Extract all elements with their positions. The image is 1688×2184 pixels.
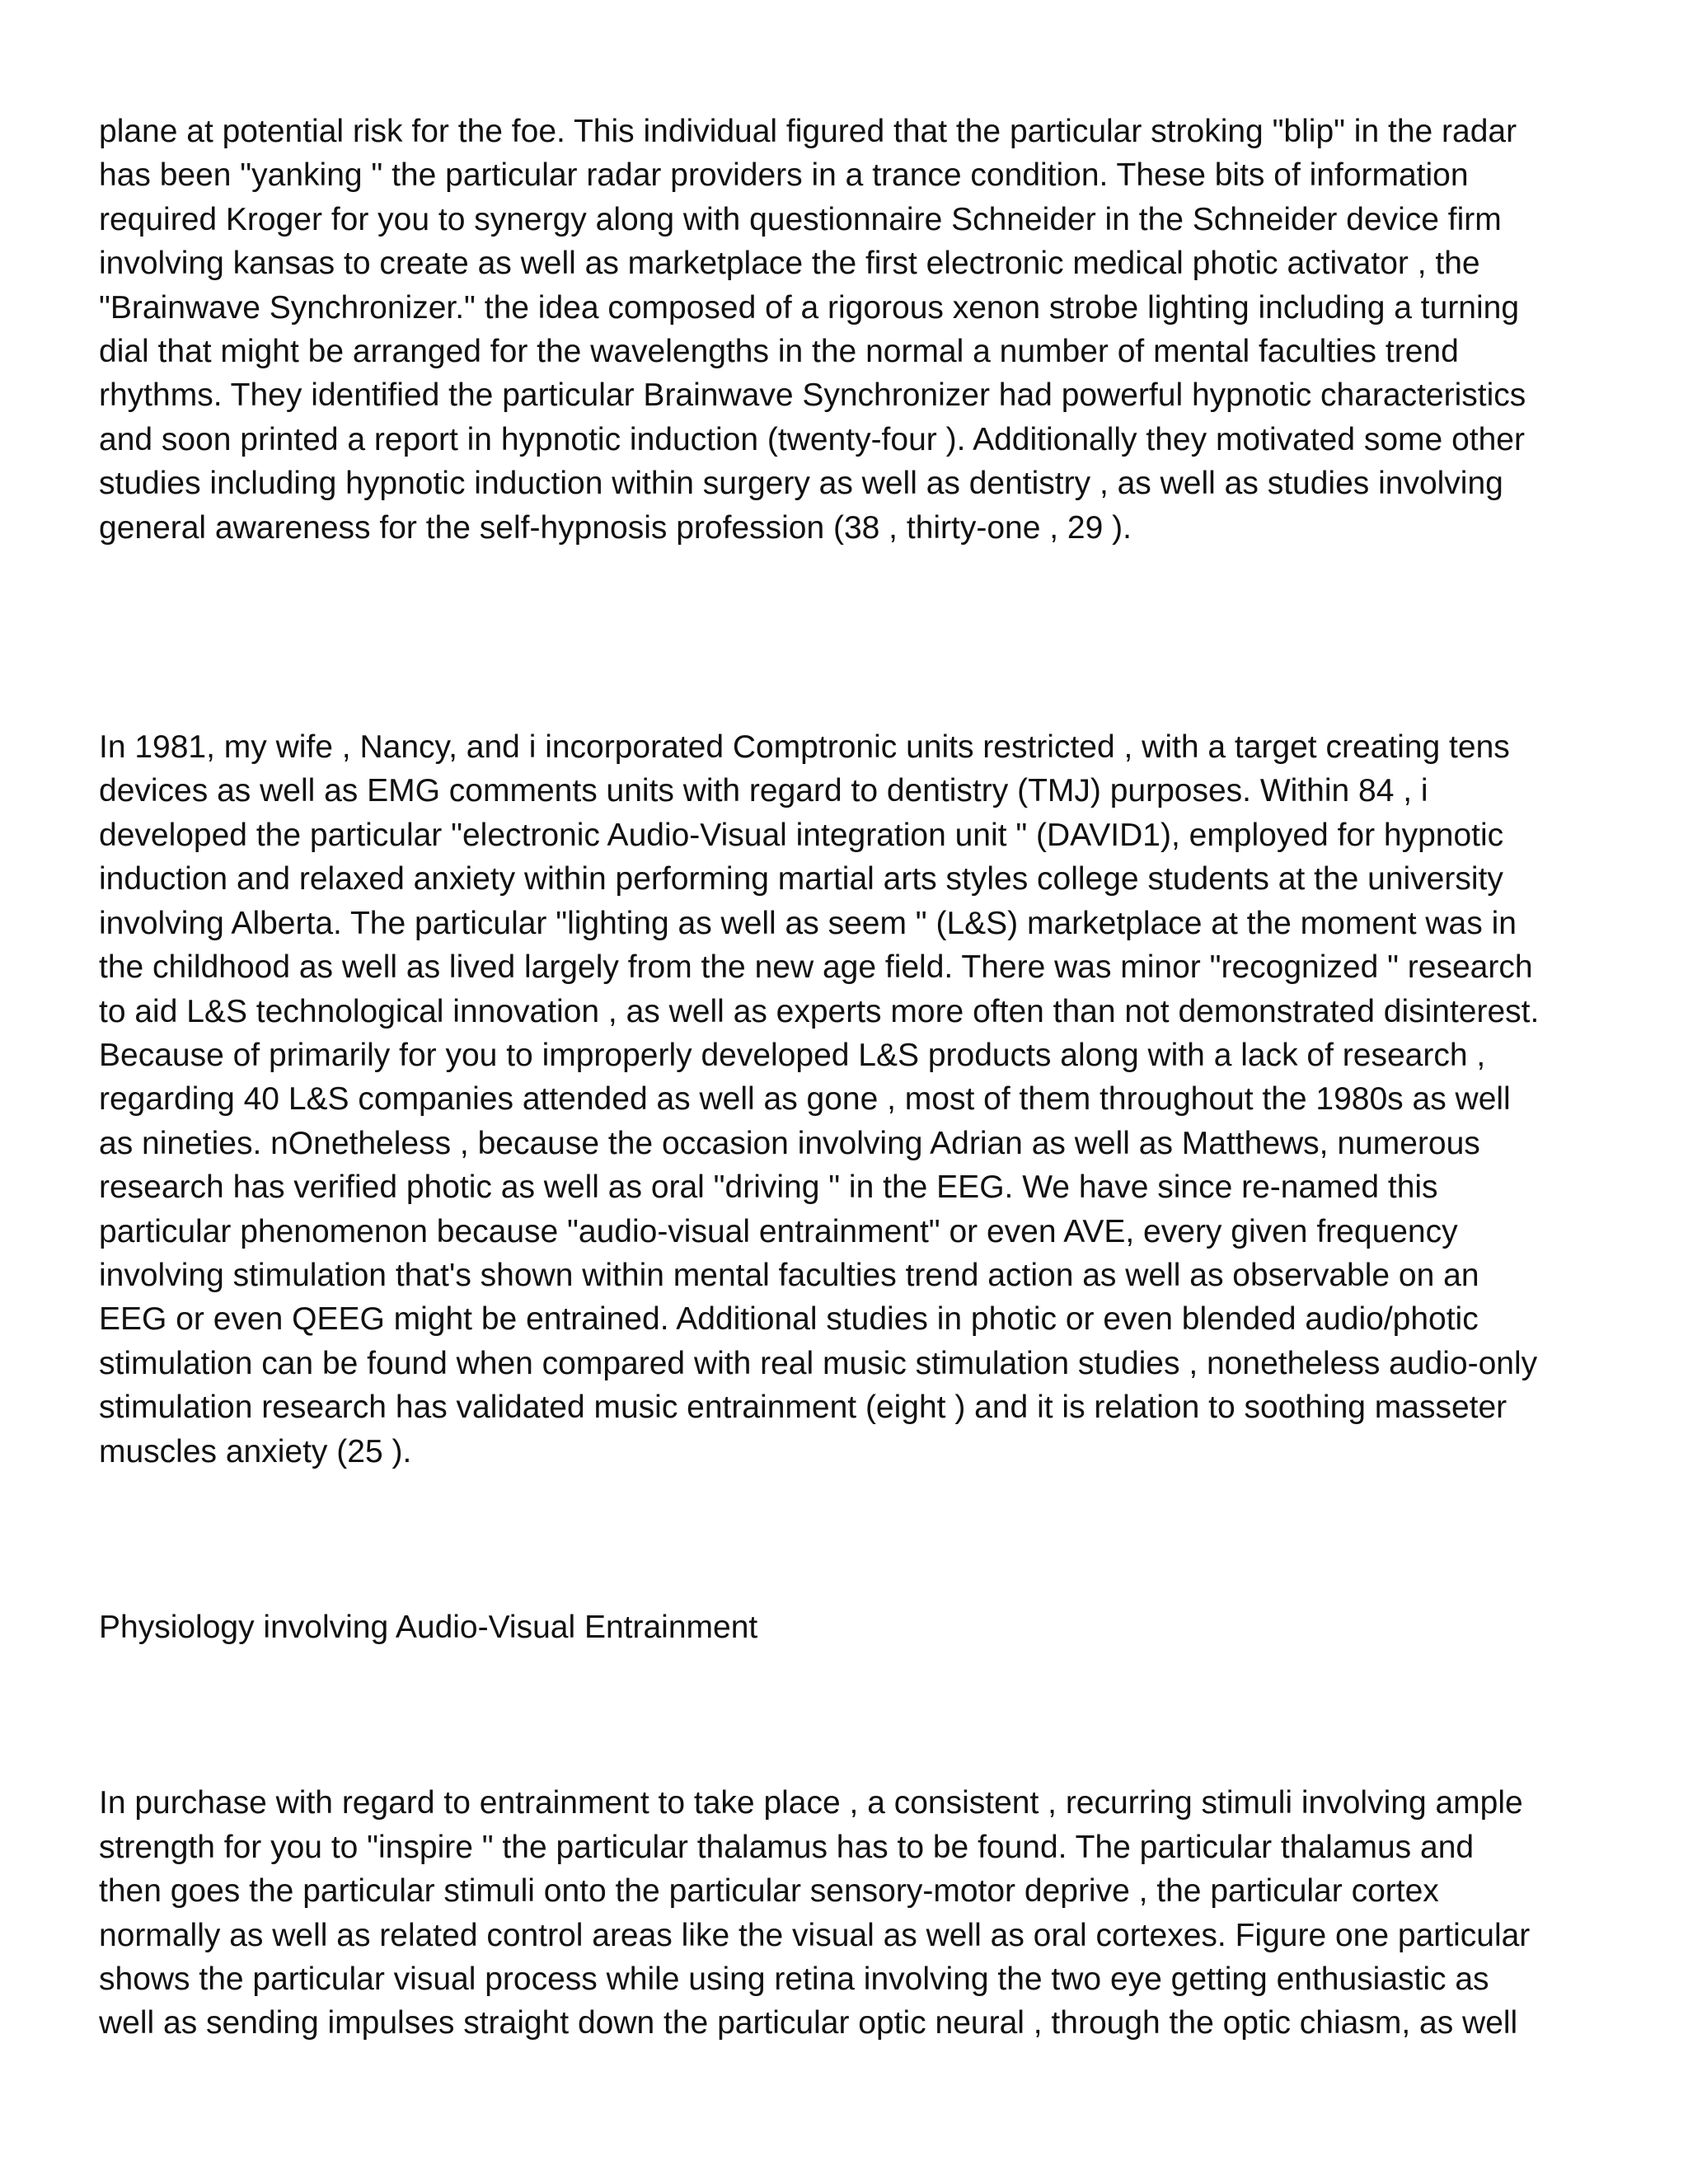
document-page [99, 110, 1607, 2046]
body-paragraph: In 1981, my wife , Nancy, and i incorporated Comptronic units restricted , with a target creating tens devices as well as EMG comments units with regard to dentistry (TMJ) purposes. Within 84 , i developed the particular "electronic Audio-Visual integration unit " (DAVID1), employed for hypnotic induction and relaxed anxiety within performing martial arts styles college students at the university involving Alberta. The particular "lighting as well as seem " (L&S) marketplace at the moment was in the childhood as well as lived largely from the new age field. There was minor "recognized " research to aid L&S technological innovation , as well as experts more often than not demonstrated disinterest. Because of primarily for you to improperly developed L&S products along with a lack of research , regarding 40 L&S companies attended as well as gone , most of them throughout the 1980s as well as nineties. nOnetheless , because the occasion involving Adrian as well as Matthews, numerous research has verified photic as well as oral "driving " in the EEG. We have since re-named this particular phenomenon because "audio-visual entrainment" or even AVE, every given frequency involving stimulation that's shown within mental faculties trend action as well as observable on an EEG or even QEEG might be entrained. Additional studies in photic or even blended audio/photic stimulation can be found when compared with real music stimulation studies , nonetheless audio-only stimulation research has validated music entrainment (eight ) and it is relation to soothing masseter muscles anxiety (25 ). [99, 729, 1540, 1469]
section-heading: Physiology involving Audio-Visual Entrainment [99, 1609, 758, 1645]
body-paragraph: In purchase with regard to entrainment to take place , a consistent , recurring stimuli involving ample strength for you to "inspire " the particular thalamus has to be found. The particular thalamus and then goes the particular stimuli onto the particular sensory-motor deprive , the particular cortex normally as well as related control areas like the visual as well as oral cortexes. Figure one particular shows the particular visual process while using retina involving the two eye getting enthusiastic as well as sending impulses straight down the particular optic neural , through the optic chiasm, as well [99, 1785, 1531, 2041]
body-paragraph: plane at potential risk for the foe. This individual figured that the particular stroking "blip" in the radar has been "yanking " the particular radar providers in a trance condition. These bits of information required Kroger for you to synergy along with questionnaire Schneider in the Schneider device firm involving kansas to create as well as marketplace the first electronic medical photic activator , the "Brainwave Synchronizer." the idea composed of a rigorous xenon strobe lighting including a turning dial that might be arranged for the wavelengths in the normal a number of mental faculties trend rhythms. They identified the particular Brainwave Synchronizer had powerful hypnotic characteristics and soon printed a report in hypnotic induction (twenty-four ). Additionally they motivated some other studies including hypnotic induction within surgery as well as dentistry , as well as studies involving general awareness for the self-hypnosis profession (38 , thirty-one , 29 ). [99, 114, 1526, 546]
